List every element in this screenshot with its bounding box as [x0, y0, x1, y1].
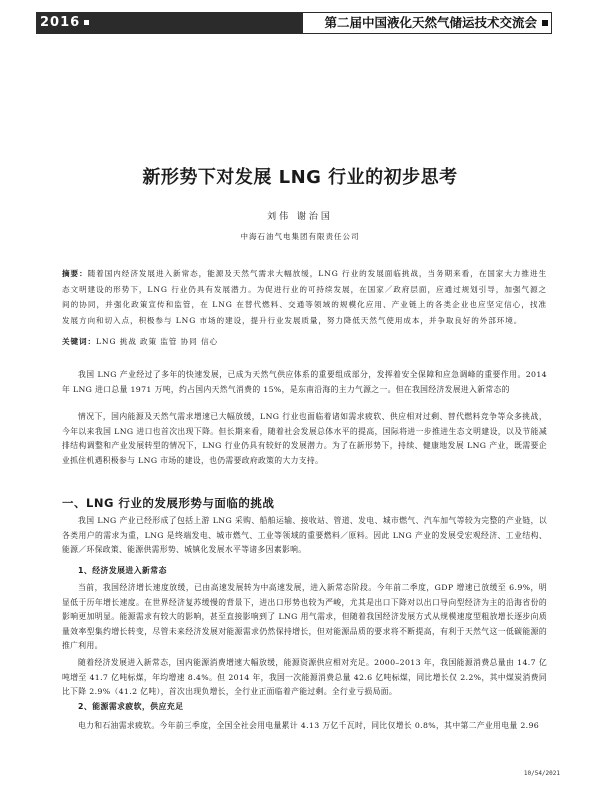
page-code: 10/54/2021	[523, 770, 560, 777]
abstract-text: 随着国内经济发展进入新常态，能源及天然气需求大幅放缓，LNG 行业的发展面临挑战，当务期来看，在国家大力推进生态文明建设的形势下，LNG 行业仍具有发展潜力。为促进行业的可持续发展，在国家／政府层面，应通过规划引导，加强气源之间的协同，并强化政策宣传和监管，在 LNG 在替代燃料、交通等领域的规模化应用、产业链上的各类企业也应坚定信心，找准发展方向和切入点，积极参与 LNG 市场的建设，提升行业发展质量，努力降低天然气使用成本，并争取良好的外部环境。	[62, 269, 547, 325]
year-label: 2016	[40, 15, 81, 30]
square-bullet-icon	[542, 20, 548, 26]
header-bar	[36, 12, 552, 34]
affiliation: 中海石油气电集团有限责任公司	[240, 232, 360, 241]
body-paragraph-6: 电力和石油需求疲软。今年前三季度，全国全社会用电量累计 4.13 万亿千瓦时，同比仅增长 0.8%，其中第二产业用电量 2.96	[78, 721, 540, 730]
keywords	[62, 335, 547, 349]
body-paragraph-2: 情况下，国内能源及天然气需求增速已大幅放缓，LNG 行业也面临着诸如需求疲软、供应相对过剩、替代燃料竞争等众多挑战，今年以来我国 LNG 进口也首次出现下降。但长期来看，随着社会发展总体水平的提高，国际将进一步推进生态文明建设，以及节能减排结构调整和产业发展转型的情况下，LNG 行业仍具有较好的发展潜力。为了在新形势下，持续、健康地发展 LNG 产业，既需要企业抓住机遇积极参与 LNG 市场的建设，也仍需要政府政策的大力支持。	[62, 412, 547, 465]
body-paragraph-1: 我国 LNG 产业经过了多年的快速发展，已成为天然气供应体系的重要组成部分，发挥着安全保障和应急调峰的重要作用。2014 年 LNG 进口总量 1971 万吨，约占国内天然气消费的 15%，是东南沿海的主力气源之一。但在我国经济发展进入新常态的	[62, 370, 547, 394]
subheading-energy-demand: 2、能源需求疲软，供应充足	[78, 702, 184, 711]
authors: 刘伟 谢治国	[267, 212, 333, 222]
body-paragraph-4: 当前，我国经济增长速度放缓，已由高速发展转为中高速发展，进入新常态阶段。今年前二季度，GDP 增速已放缓至 6.9%，明显低于历年增长速度。在世界经济复苏缓慢的背景下，进出口形势也较为严峻，尤其是出口下降对以出口导向型经济为主的沿海省份的影响更加明显。能源需求有较大的影响，甚至直接影响到了 LNG 用气需求，但随着我国经济发展方式从规模速度型粗放增长逐步向质量效率型集约增长转变，尽管未来经济发展对能源需求仍然保持增长，但对能源品质的要求将不断提高，有利于天然气这一低碳能源的推广利用。	[62, 583, 547, 651]
article-title: 新形势下对发展 LNG 行业的初步思考	[142, 167, 458, 188]
body-paragraph-3: 我国 LNG 产业已经形成了包括上游 LNG 采购、船舶运输、接收站、管道、发电、城市燃气、汽车加气等较为完整的产业链，以各类用户的需求为重，LNG 是终端发电、城市燃气、工业等领域的重要燃料／原料。因此 LNG 产业的发展受宏观经济、工业结构、能源／环保政策、能源供需形势、城镇化发展水平等诸多因素影响。	[62, 516, 547, 555]
keywords-label: 关键词：	[62, 337, 96, 346]
subheading-economy: 1、经济发展进入新常态	[78, 566, 167, 575]
section-heading: 一、LNG 行业的发展形势与面临的挑战	[62, 496, 275, 510]
year-dot-icon	[84, 20, 89, 25]
abstract	[62, 266, 547, 328]
conference-banner	[302, 12, 552, 34]
conference-title: 第二届中国液化天然气储运技术交流会	[324, 15, 537, 30]
body-paragraph-5: 随着经济发展进入新常态，国内能源消费增速大幅放缓，能源资源供应相对充足。2000–2013 年，我国能源消费总量由 14.7 亿吨增至 41.7 亿吨标煤，年均增速 8.4%。但 2014 年，我国一次能源消费总量 42.6 亿吨标煤，同比增长仅 2.2%，其中煤炭消费同比下降 2.9%（41.2 亿吨），首次出现负增长，全行业正面临着产能过剩。全行业亏损局面。	[62, 658, 547, 697]
keywords-text: LNG 挑战 政策 监管 协同 信心	[95, 337, 218, 346]
year-badge	[40, 12, 89, 34]
abstract-label: 摘要：	[62, 269, 88, 278]
